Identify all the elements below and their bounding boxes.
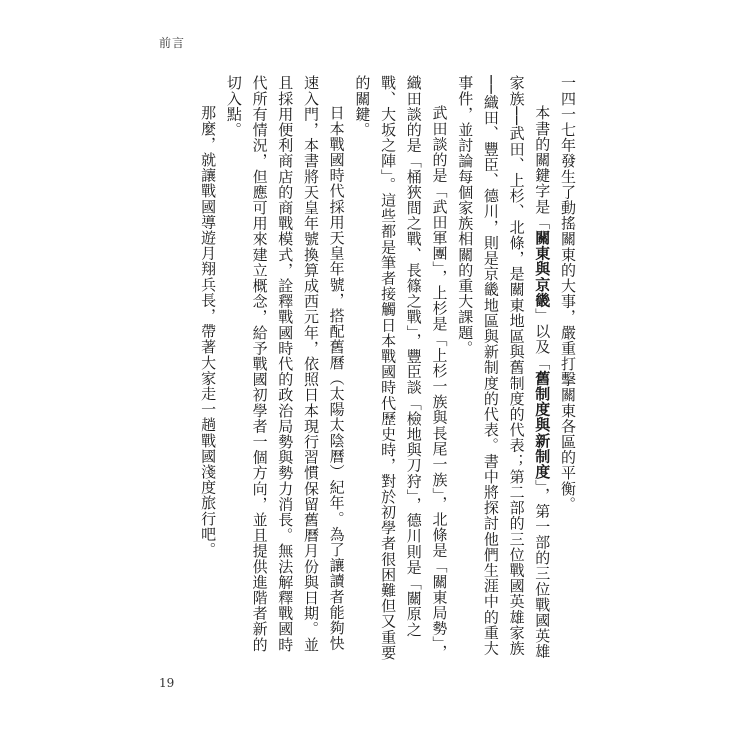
paragraph-text: 」，第一部的三位戰國英雄家族──武田、上杉、北條，是關東地區與舊制度的代表；第二部的三位戰國英雄家族──織田、豐臣、德川，則是京畿地區與新制度的代表。書中將探討他們生涯中的重大事件，並討論每個家族相關的重大課題。: [456, 75, 552, 660]
paragraph: [554, 75, 580, 665]
keyword-text: 關東與京畿: [533, 229, 552, 308]
paragraph: [451, 75, 554, 665]
paragraph-text: 一四一七年發生了動搖關東的大事，嚴重打擊關東各區的平衡。: [559, 75, 577, 512]
paragraph-text: 日本戰國時代採用天皇年號，搭配舊曆（太陽太陰曆）紀年。為了讓讀者能夠快速入門，本書將天皇年號換算成西元年，依照日本現行習慣保留舊曆月份與日期。並且採用便利商店的商戰模式，詮釋戰國時代的政治局勢與勢力消長。無法解釋戰國時代所有情況，但應可用來建立概念，給予戰國初學者一個方向，並且提供進階者新的切入點。: [224, 75, 346, 653]
paragraph: [349, 75, 452, 665]
paragraph-text: 」以及「: [533, 307, 552, 371]
paragraph-text: 那麼，就讓戰國導遊月翔兵長，帶著大家走一趟戰國淺度旅行吧。: [199, 105, 218, 558]
paragraph-text: 本書的關鍵字是「: [533, 105, 552, 230]
body-text: [160, 75, 580, 665]
paragraph: [220, 75, 349, 665]
page-number: 19: [159, 676, 175, 690]
page-header-title: 前言: [159, 36, 186, 50]
paragraph: [194, 75, 220, 665]
paragraph-text: 武田談的是「武田軍團」，上杉是「上杉一族與長尾一族」，北條是「關東局勢」，織田談的是「桶狹間之戰、長篠之戰」，豐臣談「檢地與刀狩」，德川則是「關原之戰、大坂之陣」。這些都是筆者接觸日本戰國時代歷史時，對於初學者很困難但又重要的關鍵。: [353, 75, 449, 661]
keyword-text: 舊制度與新制度: [533, 370, 552, 480]
